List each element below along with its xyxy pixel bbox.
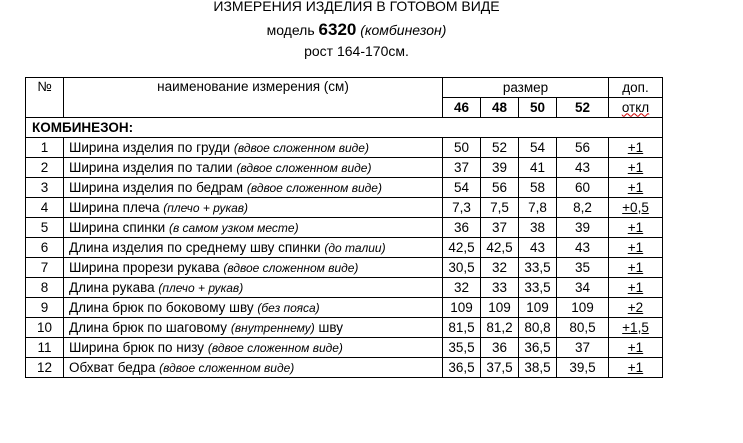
tolerance: +1 xyxy=(627,179,644,195)
value-size-52: 80,5 xyxy=(557,318,609,338)
measurement-note: (вдвое сложенном виде) xyxy=(207,340,343,355)
tolerance: +1 xyxy=(627,219,644,235)
value-size-46: 36 xyxy=(443,218,481,238)
tolerance-cell xyxy=(609,358,663,378)
table-row xyxy=(26,278,663,298)
tolerance: +1 xyxy=(627,339,644,355)
value-size-48: 109 xyxy=(481,298,519,318)
col-header-name: наименование измерения (см) xyxy=(64,78,443,118)
size-48: 48 xyxy=(481,98,519,118)
measurement-name-cell xyxy=(64,238,443,258)
value-size-50: 38 xyxy=(519,218,557,238)
tolerance-cell xyxy=(609,338,663,358)
value-size-46: 35,5 xyxy=(443,338,481,358)
value-size-50: 33,5 xyxy=(519,278,557,298)
table-row xyxy=(26,318,663,338)
section-row xyxy=(26,118,663,138)
value-size-52: 39 xyxy=(557,218,609,238)
tolerance-cell xyxy=(609,278,663,298)
size-50: 50 xyxy=(519,98,557,118)
value-size-50: 58 xyxy=(519,178,557,198)
value-size-46: 109 xyxy=(443,298,481,318)
measurement-name: Обхват бедра xyxy=(69,359,156,375)
value-size-52: 43 xyxy=(557,158,609,178)
measurement-name: Длина брюк по боковому шву xyxy=(69,299,254,315)
tolerance: +1 xyxy=(627,359,644,375)
value-size-50: 109 xyxy=(519,298,557,318)
measurement-note: (плечо + рукав) xyxy=(158,280,244,295)
value-size-48: 33 xyxy=(481,278,519,298)
value-size-50: 36,5 xyxy=(519,338,557,358)
value-size-46: 54 xyxy=(443,178,481,198)
measurement-name: Ширина спинки xyxy=(69,219,166,235)
col-header-tolerance-1: доп. xyxy=(609,78,663,98)
value-size-52: 8,2 xyxy=(557,198,609,218)
tolerance: +1 xyxy=(627,159,644,175)
value-size-52: 56 xyxy=(557,138,609,158)
measurement-name: Ширина плеча xyxy=(69,199,160,215)
table-row xyxy=(26,158,663,178)
value-size-50: 33,5 xyxy=(519,258,557,278)
tolerance: +1 xyxy=(627,259,644,275)
value-size-50: 38,5 xyxy=(519,358,557,378)
tolerance-cell xyxy=(609,198,663,218)
value-size-52: 35 xyxy=(557,258,609,278)
row-number: 12 xyxy=(26,358,64,378)
value-size-50: 80,8 xyxy=(519,318,557,338)
measurement-name-cell xyxy=(64,338,443,358)
measurement-name-cell xyxy=(64,198,443,218)
measurement-name-cell xyxy=(64,158,443,178)
value-size-48: 42,5 xyxy=(481,238,519,258)
model-type: (комбинезон) xyxy=(360,22,447,38)
measurement-name-cell xyxy=(64,218,443,238)
table-row xyxy=(26,258,663,278)
tolerance-cell xyxy=(609,158,663,178)
tolerance-cell xyxy=(609,218,663,238)
height-line: рост 164-170см. xyxy=(304,43,409,59)
tolerance: +1,5 xyxy=(622,319,649,335)
table-row xyxy=(26,298,663,318)
value-size-46: 30,5 xyxy=(443,258,481,278)
value-size-52: 37 xyxy=(557,338,609,358)
table-row xyxy=(26,198,663,218)
tolerance: +0,5 xyxy=(622,199,649,215)
row-number: 8 xyxy=(26,278,64,298)
document-title: ИЗМЕРЕНИЯ ИЗДЕЛИЯ В ГОТОВОМ ВИДЕ xyxy=(213,0,500,14)
tolerance: +1 xyxy=(627,239,644,255)
measurement-note: (вдвое сложенном виде) xyxy=(223,260,359,275)
value-size-48: 36 xyxy=(481,338,519,358)
value-size-46: 36,5 xyxy=(443,358,481,378)
value-size-52: 34 xyxy=(557,278,609,298)
value-size-48: 39 xyxy=(481,158,519,178)
measurement-note: (плечо + рукав) xyxy=(163,200,249,215)
value-size-50: 54 xyxy=(519,138,557,158)
model-line xyxy=(0,20,713,40)
measurement-name: Ширина брюк по низу xyxy=(69,339,205,355)
table-row xyxy=(26,238,663,258)
col-header-size: размер xyxy=(443,78,609,98)
row-number: 2 xyxy=(26,158,64,178)
tolerance-cell xyxy=(609,298,663,318)
tolerance: +1 xyxy=(627,139,644,155)
row-number: 11 xyxy=(26,338,64,358)
measurement-name: Длина брюк по шаговому xyxy=(69,319,228,335)
value-size-48: 32 xyxy=(481,258,519,278)
value-size-48: 52 xyxy=(481,138,519,158)
tolerance: +1 xyxy=(627,279,644,295)
value-size-48: 37 xyxy=(481,218,519,238)
measurement-name-cell xyxy=(64,318,443,338)
value-size-46: 50 xyxy=(443,138,481,158)
row-number: 6 xyxy=(26,238,64,258)
row-number: 4 xyxy=(26,198,64,218)
row-number: 9 xyxy=(26,298,64,318)
measurement-name: Ширина изделия по бедрам xyxy=(69,179,244,195)
measurement-name: Ширина изделия по груди xyxy=(69,139,231,155)
value-size-48: 37,5 xyxy=(481,358,519,378)
row-number: 1 xyxy=(26,138,64,158)
measurement-note: (до талии) xyxy=(324,240,386,255)
value-size-48: 7,5 xyxy=(481,198,519,218)
row-number: 3 xyxy=(26,178,64,198)
measurement-note: (вдвое сложенном виде) xyxy=(236,160,372,175)
col-header-tolerance-2: откл xyxy=(621,99,650,115)
value-size-46: 32 xyxy=(443,278,481,298)
value-size-50: 41 xyxy=(519,158,557,178)
tolerance-cell xyxy=(609,178,663,198)
model-prefix: модель xyxy=(266,22,315,38)
col-header-number: № xyxy=(26,78,64,118)
table-row xyxy=(26,178,663,198)
table-row xyxy=(26,138,663,158)
measurement-note: (в самом узком месте) xyxy=(168,220,299,235)
value-size-48: 81,2 xyxy=(481,318,519,338)
measurement-name-cell xyxy=(64,278,443,298)
measurement-name: Длина изделия по среднему шву спинки xyxy=(69,239,321,255)
measurement-note: (без пояса) xyxy=(257,300,320,315)
tolerance-cell xyxy=(609,318,663,338)
measurement-note: (вдвое сложенном виде) xyxy=(159,360,295,375)
tolerance-cell xyxy=(609,138,663,158)
measurement-name-cell xyxy=(64,258,443,278)
tolerance: +2 xyxy=(627,299,644,315)
measurement-name-cell xyxy=(64,138,443,158)
row-number: 7 xyxy=(26,258,64,278)
measurement-name-cell xyxy=(64,358,443,378)
value-size-48: 56 xyxy=(481,178,519,198)
measurement-note: (вдвое сложенном виде) xyxy=(246,180,382,195)
size-46: 46 xyxy=(443,98,481,118)
value-size-52: 60 xyxy=(557,178,609,198)
measurement-name: Длина рукава xyxy=(69,279,155,295)
size-52: 52 xyxy=(557,98,609,118)
tolerance-cell xyxy=(609,258,663,278)
measurements-table xyxy=(25,77,663,378)
value-size-50: 7,8 xyxy=(519,198,557,218)
section-title: КОМБИНЕЗОН: xyxy=(26,118,663,138)
value-size-52: 109 xyxy=(557,298,609,318)
col-header-tolerance-2-cell xyxy=(609,98,663,118)
value-size-52: 43 xyxy=(557,238,609,258)
value-size-52: 39,5 xyxy=(557,358,609,378)
measurement-name-cell xyxy=(64,298,443,318)
row-number: 10 xyxy=(26,318,64,338)
measurement-note: (внутреннему) xyxy=(230,320,315,335)
measurement-name: Ширина изделия по талии xyxy=(69,159,233,175)
value-size-46: 81,5 xyxy=(443,318,481,338)
table-header-row xyxy=(26,78,663,98)
value-size-46: 7,3 xyxy=(443,198,481,218)
measurement-name-cell xyxy=(64,178,443,198)
model-number: 6320 xyxy=(318,20,357,39)
table-row xyxy=(26,218,663,238)
value-size-50: 43 xyxy=(519,238,557,258)
table-row xyxy=(26,338,663,358)
tolerance-cell xyxy=(609,238,663,258)
value-size-46: 42,5 xyxy=(443,238,481,258)
table-row xyxy=(26,358,663,378)
measurement-name: Ширина прорези рукава xyxy=(69,259,220,275)
measurement-note: (вдвое сложенном виде) xyxy=(233,140,369,155)
measurement-suffix: шву xyxy=(318,319,343,335)
row-number: 5 xyxy=(26,218,64,238)
value-size-46: 37 xyxy=(443,158,481,178)
